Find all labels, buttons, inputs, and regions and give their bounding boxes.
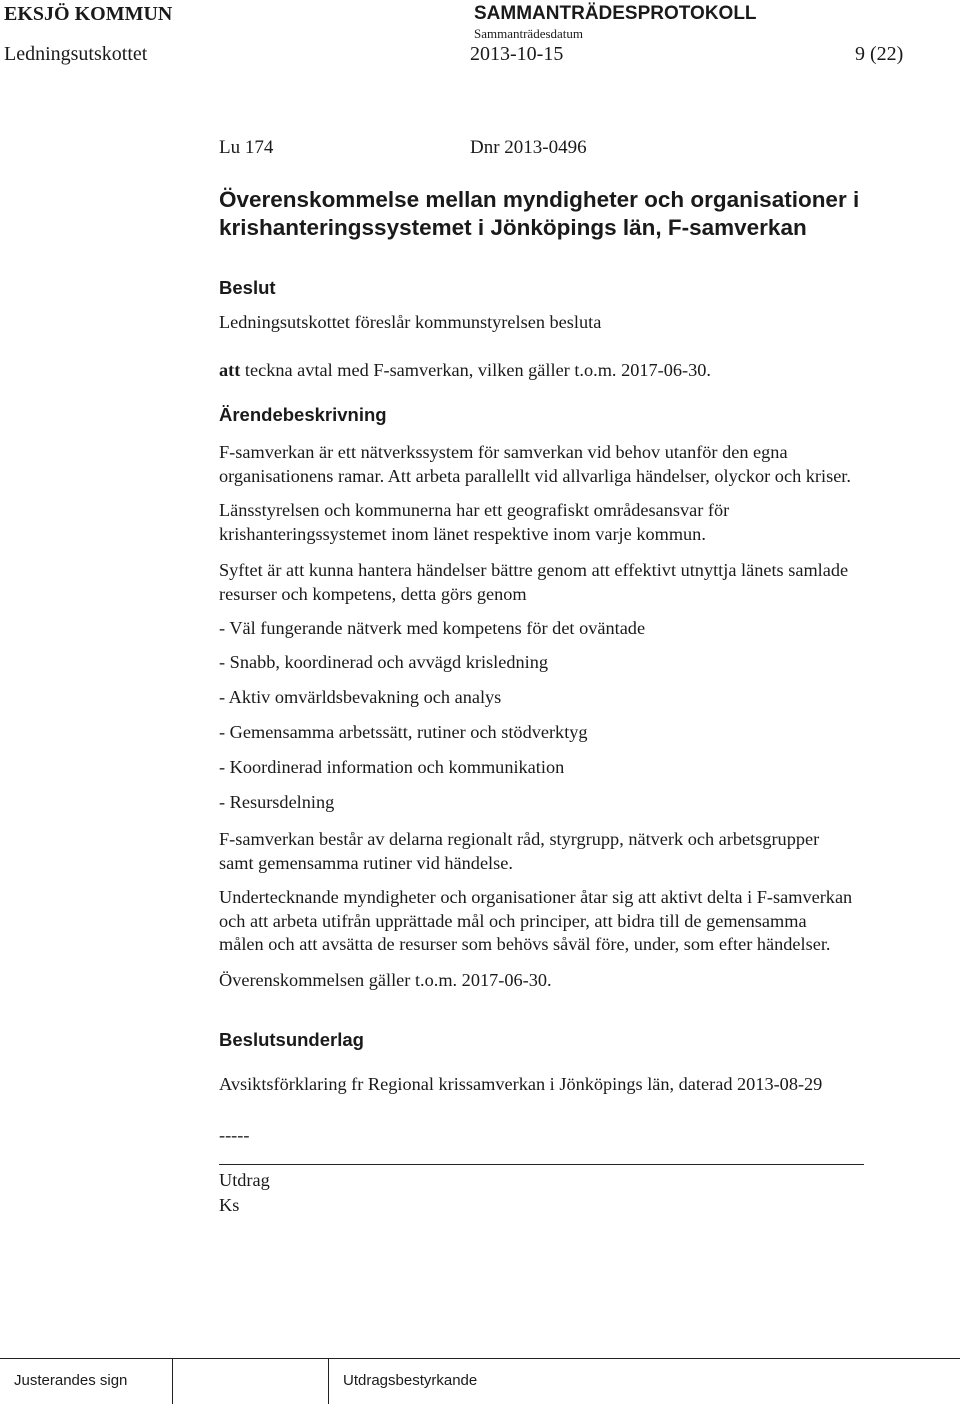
arende-paragraph-2 — [219, 499, 949, 546]
paragraph-line: Syftet är att kunna hantera händelser bättre genom att effektivt utnyttja länets samlade — [219, 560, 849, 580]
meeting-date: 2013-10-15 — [470, 43, 564, 65]
paragraph-line: samt gemensamma rutiner vid händelse. — [219, 852, 513, 873]
justerandes-sign-label: Justerandes sign — [14, 1372, 128, 1389]
case-number: Lu 174 — [219, 137, 274, 158]
paragraph-line: F-samverkan är ett nätverkssystem för samverkan vid behov utanför den egna — [219, 442, 788, 462]
beslut-line-1: Ledningsutskottet föreslår kommunstyrelsen besluta — [219, 312, 602, 332]
list-item: - Gemensamma arbetssätt, rutiner och stödverktyg — [219, 722, 588, 742]
arende-paragraph-3 — [219, 559, 949, 606]
document-type: SAMMANTRÄDESPROTOKOLL — [474, 3, 757, 24]
paragraph-line: och att arbeta utifrån upprättade mål och principer, att bidra till de gemensamma — [219, 910, 807, 931]
page-title — [219, 186, 949, 242]
utdrag-label: Utdrag — [219, 1170, 270, 1190]
paragraph-line: Länsstyrelsen och kommunerna har ett geografiskt områdesansvar för — [219, 500, 730, 520]
footer-divider — [0, 1358, 960, 1359]
att-keyword: att — [219, 360, 241, 380]
list-item: - Snabb, koordinerad och avvägd krisledning — [219, 652, 548, 672]
divider — [219, 1164, 864, 1165]
org-name: EKSJÖ KOMMUN — [4, 3, 173, 25]
arende-paragraph-5 — [219, 886, 949, 957]
utdrag-recipient: Ks — [219, 1195, 240, 1215]
footer-separator — [328, 1358, 329, 1404]
list-item: - Resursdelning — [219, 792, 335, 812]
list-item: - Väl fungerande nätverk med kompetens för det oväntade — [219, 618, 646, 638]
list-item: - Aktiv omvärldsbevakning och analys — [219, 687, 502, 707]
paragraph-line: resurser och kompetens, detta görs genom — [219, 583, 527, 604]
paragraph-line: Undertecknande myndigheter och organisationer åtar sig att aktivt delta i F-samverkan — [219, 887, 853, 907]
paragraph-line: krishanteringssystemet inom länet respektive inom varje kommun. — [219, 523, 706, 544]
paragraph-line: organisationens ramar. Att arbeta parallellt vid allvarliga händelser, olyckor och kriser. — [219, 465, 851, 486]
beslut-line-2 — [219, 360, 711, 381]
date-label: Sammanträdesdatum — [474, 26, 584, 41]
beslut-heading: Beslut — [219, 277, 276, 298]
title-line-1: Överenskommelse mellan myndigheter och organisationer i — [219, 187, 860, 212]
utdragsbestyrkande-label: Utdragsbestyrkande — [343, 1372, 478, 1389]
arende-paragraph-6: Överenskommelsen gäller t.o.m. 2017-06-30. — [219, 970, 552, 990]
arende-heading: Ärendebeskrivning — [219, 404, 387, 425]
page-number: 9 (22) — [855, 43, 904, 65]
separator: ----- — [219, 1125, 250, 1145]
paragraph-line: F-samverkan består av delarna regionalt råd, styrgrupp, nätverk och arbetsgrupper — [219, 829, 820, 849]
paragraph-line: målen och att avsätta de resurser som behövs såväl före, under, som efter händelser. — [219, 934, 831, 954]
footer-separator — [172, 1358, 173, 1404]
underlag-text: Avsiktsförklaring fr Regional krissamverkan i Jönköpings län, daterad 2013-08-29 — [219, 1074, 823, 1094]
underlag-heading: Beslutsunderlag — [219, 1029, 364, 1050]
department: Ledningsutskottet — [4, 43, 148, 65]
arende-paragraph-1 — [219, 441, 949, 488]
beslut-line-2-text: teckna avtal med F-samverkan, vilken gäller t.o.m. 2017-06-30. — [240, 360, 711, 380]
title-line-2: krishanteringssystemet i Jönköpings län, F-samverkan — [219, 215, 807, 240]
arende-paragraph-4 — [219, 828, 949, 875]
list-item: - Koordinerad information och kommunikation — [219, 757, 565, 777]
dnr-number: Dnr 2013-0496 — [470, 137, 587, 158]
